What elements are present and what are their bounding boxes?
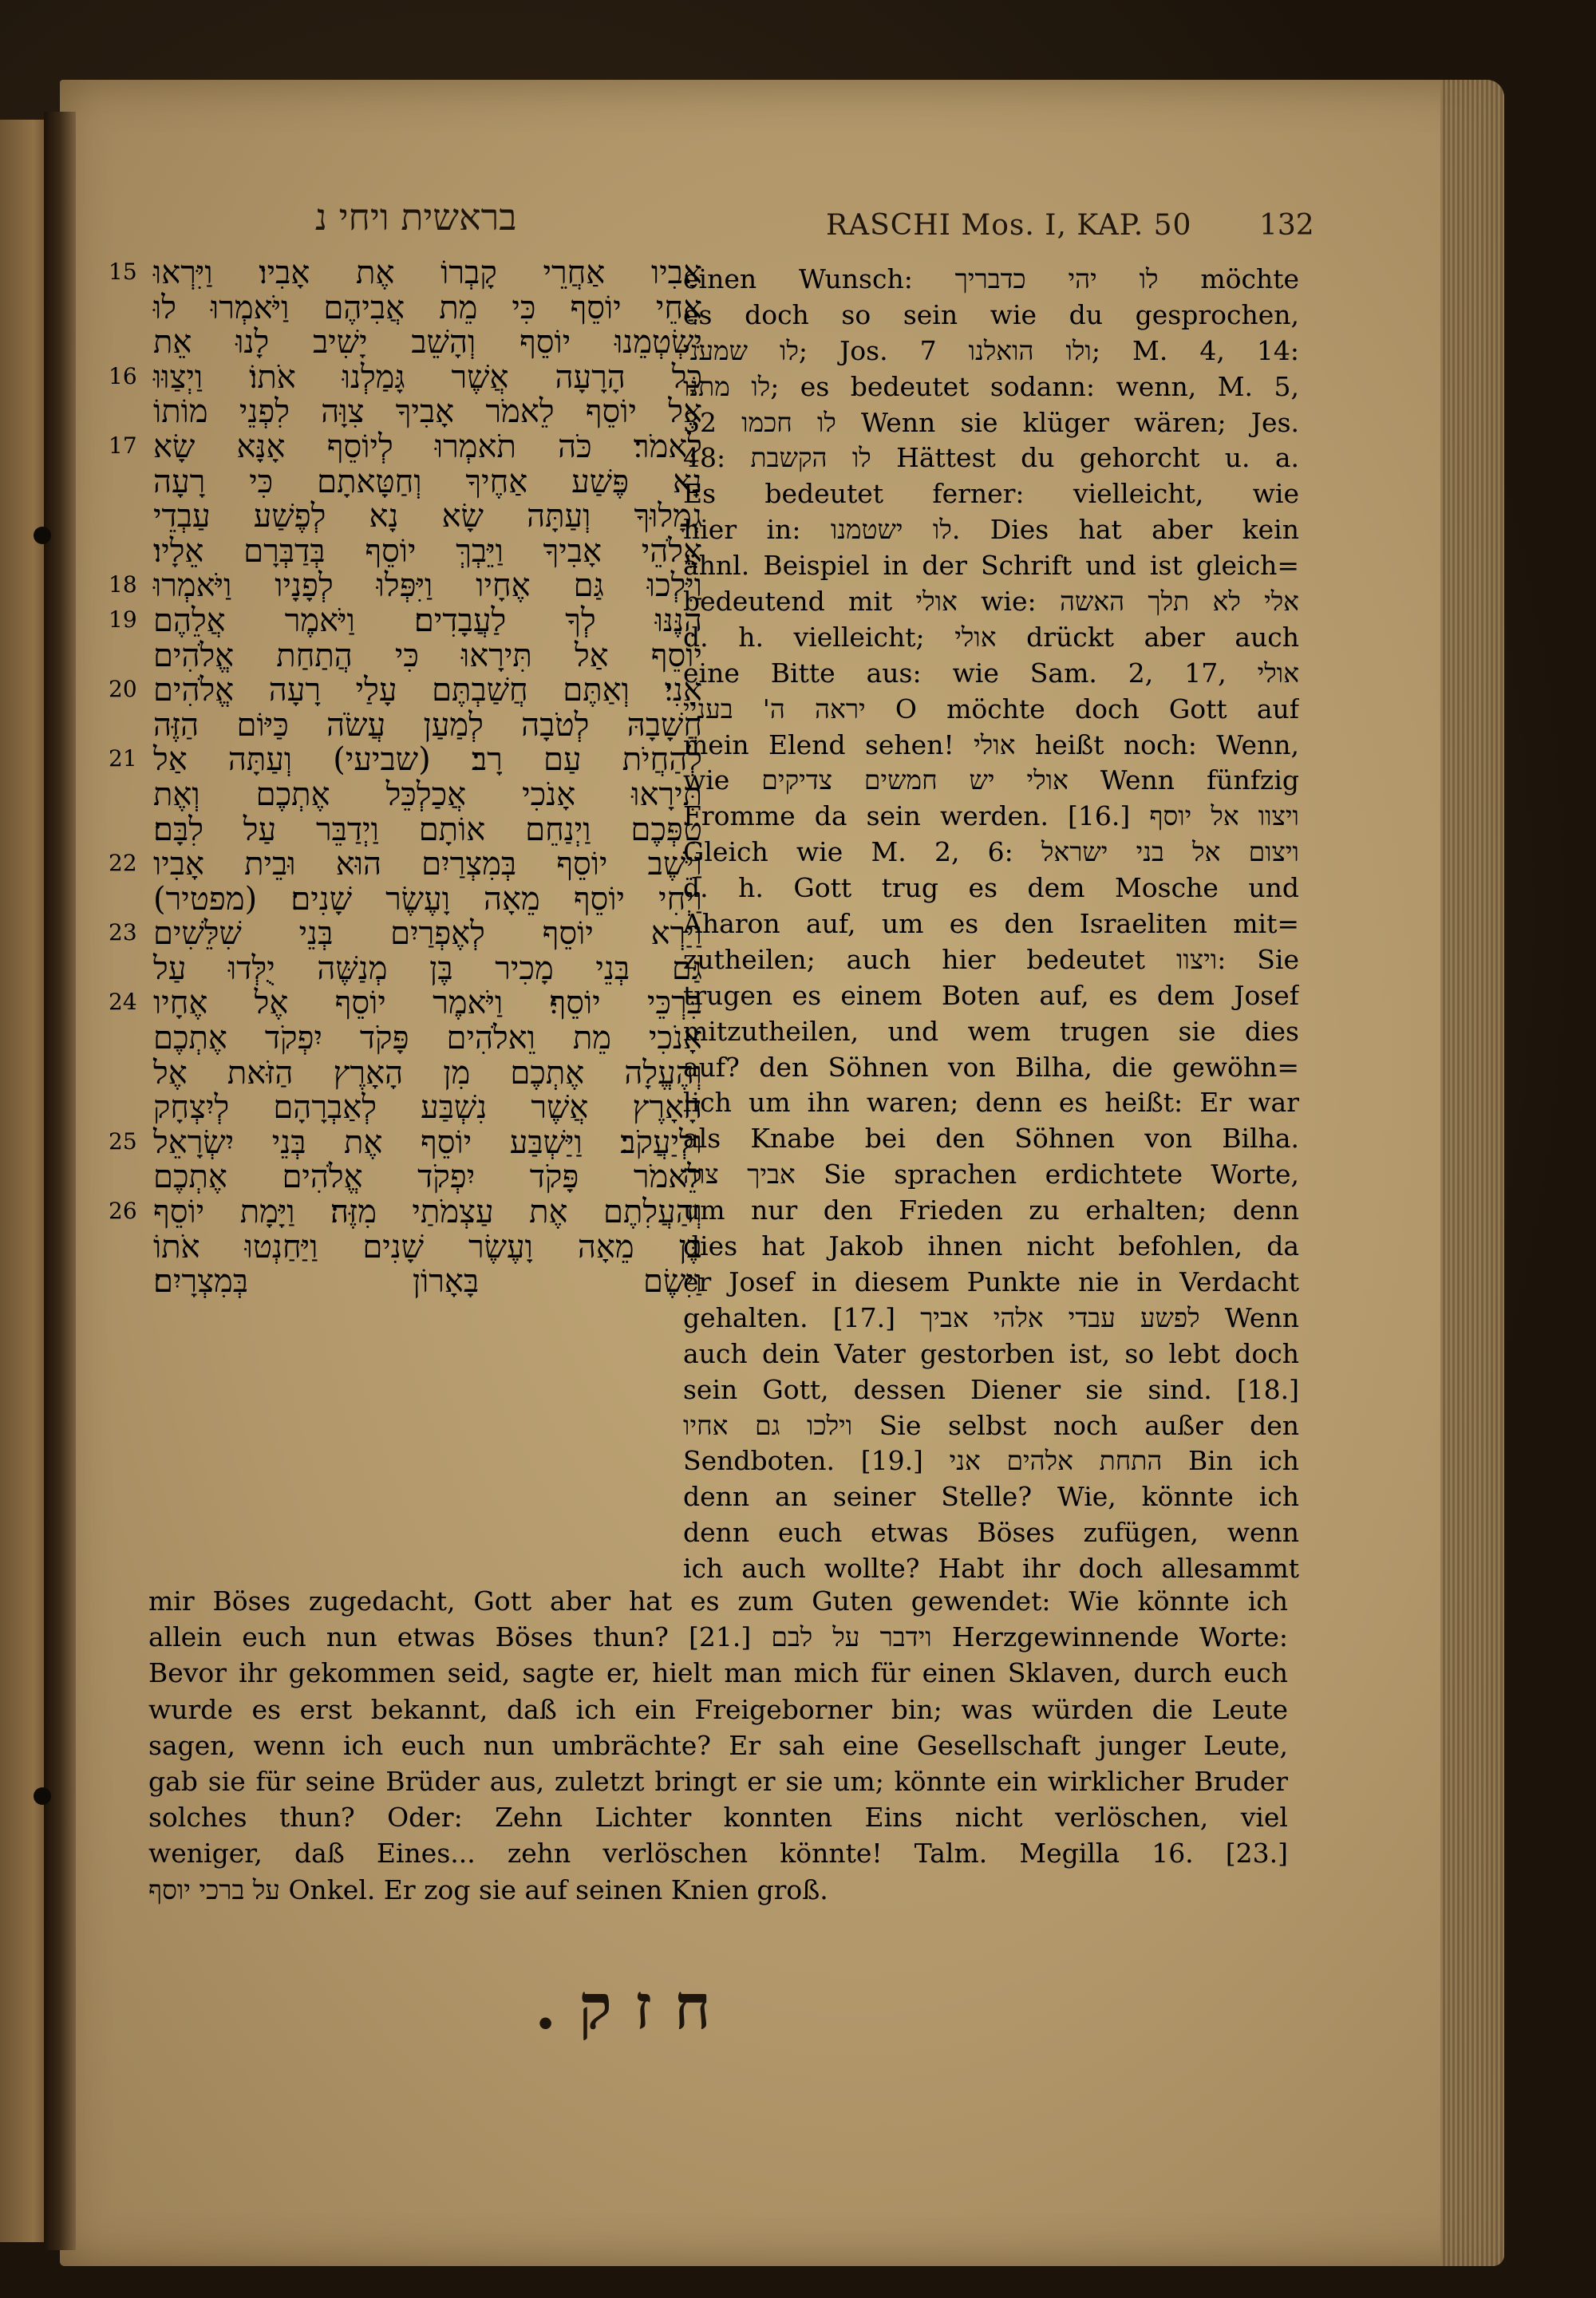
- hebrew-verse-text: בֶּן מֵאָה וָעֶשֶׂר שָׁנִים וַיַּחַנְטוּ אֹתוֹ: [153, 1228, 702, 1265]
- commentary-line: sagen, wenn ich euch nun umbrächte? Er sah eine Gesellschaft junger Leute,: [148, 1729, 1288, 1761]
- commentary-line: Gleich wie M. 2, 6: ויצום אל בני ישראל: [683, 836, 1299, 868]
- binding-clip: [34, 1787, 51, 1805]
- verse-number: 19: [109, 606, 137, 633]
- commentary-line: אביך צוה Sie sprachen erdichtete Worte,: [683, 1159, 1299, 1190]
- verse-number: 25: [109, 1127, 137, 1155]
- commentary-line: weniger, daß Eines... zehn verlöschen könnte! Talm. Megilla 16. [23.]: [148, 1838, 1288, 1870]
- hebrew-line: [109, 740, 702, 779]
- commentary-line: Es bedeutet ferner: vielleicht, wie: [683, 478, 1299, 510]
- commentary-line: wie אולי יש חמשים צדיקים Wenn fünfzig: [683, 764, 1299, 796]
- hebrew-verse-text: וַיִּשֶׂם בָּאָרוֹן בְּמִצְרָיִם׃: [153, 1263, 702, 1301]
- commentary-line: dies hat Jakob ihnen nicht befohlen, da: [683, 1230, 1299, 1262]
- commentary-line: trugen es einem Boten auf, es dem Josef: [683, 979, 1299, 1011]
- hebrew-verse-text: תִּירָאוּ אָנֹכִי אֲכַלְכֵּל אֶתְכֶם וְאֶת: [153, 776, 702, 813]
- hebrew-verse-text: נָא פֶּשַׁע אַחֶיךָ וְחַטָּאתָם כִּי רָעָה: [153, 463, 702, 500]
- hebrew-line: [109, 1193, 702, 1231]
- commentary-line: d. h. vielleicht; אולי drückt aber auch: [683, 621, 1299, 653]
- hebrew-line: [112, 1088, 702, 1127]
- hebrew-verse-text: אָבִיו אַחֲרֵי קָבְרוֹ אֶת אָבִיו׃ וַיִּרְאוּ: [153, 255, 702, 291]
- hebrew-verse-text: יוֹסֵף אַל תִּירָאוּ כִּי הֲתַחַת אֱלֹהִים: [153, 637, 702, 674]
- hebrew-verse-text: אֱלֹהֵי אָבִיךָ וַיֵּבְךְּ יוֹסֵף בְּדַבְּרָם אֵלָיו׃: [153, 532, 702, 570]
- hebrew-line: [112, 497, 702, 535]
- commentary-line: lich um ihn waren; denn es heißt: Er war: [683, 1087, 1299, 1119]
- commentary-line: um nur den Frieden zu erhalten; denn: [683, 1194, 1299, 1226]
- binding-clip: [34, 527, 51, 544]
- commentary-line: einen Wunsch: לו יהי כדבריך möchte: [683, 263, 1299, 294]
- hebrew-verse-text: טַפְּכֶם וַיְנַחֵם אוֹתָם וַיְדַבֵּר עַל לִבָּם׃: [153, 811, 702, 848]
- hebrew-line: [109, 428, 702, 465]
- hebrew-line: [109, 254, 702, 291]
- commentary-line: solches thun? Oder: Zehn Lichter konnten Eins nicht verlöschen, viel: [148, 1802, 1288, 1834]
- hebrew-verse-text: וְהַעֲלִתֶם אֶת עַצְמֹתַי מִזֶּה׃ וַיָּמָת יוֹסֵף: [153, 1194, 702, 1231]
- hebrew-line: [109, 567, 702, 605]
- commentary-line: Fromme da sein werden. [16.] ויצוו אל יוסף: [683, 800, 1299, 832]
- hebrew-verse-text: לְהַחֲיֹת עַם רָב׃ (שביעי) וְעַתָּה אַל: [153, 741, 702, 779]
- hebrew-line: [112, 463, 702, 498]
- hebrew-verse-text: לֵאמֹר פָּקֹד יִפְקֹד אֱלֹהִים אֶתְכֶם: [153, 1159, 702, 1196]
- commentary-column: [683, 262, 1299, 1587]
- commentary-line: allein euch nun etwas Böses thun? [21.] וידבר על לבם Herzgewinnende Worte:: [148, 1621, 1288, 1653]
- commentary-line: יראה ה' בעניי O möchte doch Gott auf: [683, 693, 1299, 725]
- verse-number: 26: [109, 1198, 137, 1225]
- hebrew-line: [112, 811, 702, 846]
- hebrew-line: [112, 323, 702, 361]
- hebrew-verse-text: חֲשָׁבָהּ לְטֹבָה לְמַעַן עֲשֹׂה כַּיּוֹם הַזֶּה: [153, 706, 702, 744]
- commentary-line: gab sie für seine Brüder aus, zuletzt bringt er sie um; könnte ein wirklicher Bruder: [148, 1765, 1288, 1797]
- hebrew-verse-text: גְמָלוּךָ וְעַתָּה שָׂא נָא לְפֶשַׁע עַבְדֵי: [153, 498, 702, 535]
- hebrew-verse-text: גַּם בְּנֵי מָכִיר בֶּן מְנַשֶּׁה יֻלְּדוּ עַל: [153, 950, 702, 987]
- verse-number: 24: [109, 989, 137, 1016]
- commentary-line: denn euch etwas Böses zufügen, wenn: [683, 1517, 1299, 1549]
- running-head-hebrew: בראשית ויחי נ: [315, 195, 517, 239]
- hebrew-line: [112, 1158, 702, 1196]
- hebrew-line: [112, 776, 702, 811]
- verse-number: 17: [109, 432, 137, 459]
- verse-number: 20: [109, 676, 137, 703]
- hebrew-line: [109, 602, 702, 639]
- commentary-line: Bevor ihr gekommen seid, sagte er, hielt man mich für einen Sklaven, durch euch: [148, 1657, 1288, 1689]
- hebrew-verse-text: אָנֹכִי מֵת וֵאלֹהִים פָּקֹד יִפְקֹד אֶתְכֶם: [153, 1020, 702, 1057]
- hebrew-line: [109, 1123, 702, 1161]
- commentary-line: 48: לו הקשבת Hättest du gehorcht u. a.: [683, 442, 1299, 474]
- hebrew-line: [112, 532, 702, 570]
- hebrew-line: [112, 880, 702, 918]
- hebrew-verse-text: וַיֵּלְכוּ גַּם אֶחָיו וַיִּפְּלוּ לְפָנָיו וַיֹּאמְרוּ: [153, 567, 702, 605]
- hebrew-verse-text: וְהֶעֱלָה אֶתְכֶם מִן הָאָרֶץ הַזֹּאת אֶל: [153, 1054, 702, 1092]
- hebrew-verse-text: וַיֵּשֶׁב יוֹסֵף בְּמִצְרַיִם הוּא וּבֵית אָבִיו: [153, 846, 702, 883]
- hebrew-verse-text: בִּרְכֵּי יוֹסֵף׃ וַיֹּאמֶר יוֹסֵף אֶל אֶחָיו: [153, 985, 702, 1022]
- running-head-title: RASCHI Mos. I, KAP. 50: [826, 209, 1192, 242]
- hebrew-verse-text: וַיַּרְא יוֹסֵף לְאֶפְרַיִם בְּנֵי שִׁלֵּשִׁים: [153, 915, 702, 953]
- hebrew-verse-text: כָּל הָרָעָה אֲשֶׁר גָּמַלְנוּ אֹתוֹ׃ וַיְצַוּוּ: [153, 358, 702, 396]
- hebrew-line: [112, 706, 702, 744]
- commentary-line: mitzutheilen, und wem trugen sie dies: [683, 1015, 1299, 1047]
- commentary-line: d. h. Gott trug es dem Mosche und: [683, 872, 1299, 904]
- commentary-line: als Knabe bei den Söhnen von Bilha.: [683, 1123, 1299, 1155]
- hebrew-line: [112, 289, 702, 324]
- hebrew-verse-text: לֵאמֹר׃ כֹּה תֹאמְרוּ לְיוֹסֵף אָנָּא שָׂא: [153, 428, 702, 465]
- verse-number: 21: [109, 745, 137, 772]
- commentary-line: sein Gott, dessen Diener sie sind. [18.]: [683, 1373, 1299, 1405]
- commentary-line: Sendboten. [19.] התחת אלהים אני Bin ich: [683, 1445, 1299, 1477]
- hebrew-verse-text: יִשְׂטְמֵנוּ יוֹסֵף וְהָשֵׁב יָשִׁיב לָנוּ אֵת: [153, 324, 702, 361]
- hebrew-verse-text: אָנִי׃ וְאַתֶּם חֲשַׁבְתֶּם עָלַי רָעָה אֱלֹהִים: [153, 672, 702, 709]
- hebrew-line: [112, 1262, 702, 1301]
- page-number: 132: [1259, 209, 1314, 242]
- commentary-line: er Josef in diesem Punkte nie in Verdacht: [683, 1265, 1299, 1297]
- commentary-line: bedeutend mit אולי wie: אלי לא תלך האשה: [683, 586, 1299, 618]
- hebrew-verse-text: וַיְחִי יוֹסֵף מֵאָה וָעֶשֶׂר שָׁנִים׃ (מפטיר): [153, 880, 702, 918]
- commentary-line: ähnl. Beispiel in der Schrift und ist gleich=: [683, 550, 1299, 582]
- hebrew-verse-text: הָאָרֶץ אֲשֶׁר נִשְׁבַּע לְאַבְרָהָם לְיִצְחָק: [153, 1089, 702, 1127]
- hebrew-verse-text: הִנֶּנּוּ לְךָ לַעֲבָדִים׃ וַיֹּאמֶר אֲלֵהֶם: [153, 602, 702, 639]
- hebrew-verse-text: וּלְיַעֲקֹב׃ וַיַּשְׁבַּע יוֹסֵף אֶת בְּנֵי יִשְׂרָאֵל: [153, 1123, 702, 1161]
- commentary-line: mein Elend sehen! אולי heißt noch: Wenn,: [683, 728, 1299, 760]
- verse-number: 22: [109, 850, 137, 877]
- verse-number: 15: [109, 259, 137, 285]
- hebrew-line: [109, 914, 702, 953]
- commentary-line: hier in: לו ישטמנו. Dies hat aber kein: [683, 514, 1299, 546]
- hebrew-line: [109, 845, 702, 883]
- hebrew-line: [112, 1019, 702, 1057]
- commentary-full-width: [148, 1583, 1288, 1908]
- page-edges: [1440, 80, 1504, 2266]
- commentary-line: לו מתנו; es bedeutet sodann: wenn, M. 5,: [683, 370, 1299, 402]
- commentary-line: Aharon auf, um es den Israeliten mit=: [683, 908, 1299, 940]
- commentary-line: על ברכי יוסף Onkel. Er zog sie auf seinen Knien groß.: [148, 1874, 828, 1905]
- commentary-line: es doch so sein wie du gesprochen,: [683, 298, 1299, 330]
- hebrew-line: [112, 393, 702, 431]
- commentary-line: zutheilen; auch hier bedeutet ויצוו: Sie: [683, 943, 1299, 975]
- hebrew-text-column: [109, 254, 702, 1301]
- hebrew-line: [109, 984, 702, 1022]
- commentary-line: eine Bitte aus: wie Sam. 2, 17, אולי: [683, 657, 1299, 689]
- commentary-line: auf? den Söhnen von Bilha, die gewöhn=: [683, 1051, 1299, 1083]
- hebrew-verse-text: אֲחֵי יוֹסֵף כִּי מֵת אֲבִיהֶם וַיֹּאמְרוּ לוּ: [153, 289, 702, 326]
- commentary-line: wurde es erst bekannt, daß ich ein Freigeborner bin; was würden die Leute: [148, 1693, 1288, 1725]
- verse-number: 23: [109, 919, 137, 946]
- commentary-line: 32 לו חכמו Wenn sie klüger wären; Jes.: [683, 406, 1299, 438]
- hebrew-line: [109, 671, 702, 709]
- commentary-line: וילכו גם אחיו Sie selbst noch außer den: [683, 1409, 1299, 1441]
- commentary-line: לו שמעני; Jos. 7 ולו הואלנו; M. 4, 14:: [683, 334, 1299, 366]
- commentary-line: ich auch wollte? Habt ihr doch allesammt: [683, 1553, 1299, 1585]
- commentary-line: denn an seiner Stelle? Wie, könnte ich: [683, 1481, 1299, 1513]
- commentary-line: mir Böses zugedacht, Gott aber hat es zum Guten gewendet: Wie könnte ich: [148, 1585, 1288, 1617]
- hebrew-line: [112, 637, 702, 672]
- commentary-line: gehalten. [17.] לפשע עבדי אלהי אביך Wenn: [683, 1301, 1299, 1333]
- commentary-line: auch dein Vater gestorben ist, so lebt doch: [683, 1337, 1299, 1369]
- hebrew-line: [112, 1054, 702, 1092]
- verse-number: 16: [109, 362, 137, 389]
- hebrew-line: [112, 1228, 702, 1263]
- hebrew-line: [112, 950, 702, 985]
- closing-word: חזק.: [535, 1971, 733, 2043]
- hebrew-verse-text: אֶל יוֹסֵף לֵאמֹר אָבִיךָ צִוָּה לִפְנֵי מוֹתוֹ: [153, 393, 702, 431]
- book-spine: [44, 112, 76, 2250]
- verse-number: 18: [109, 571, 137, 598]
- hebrew-line: [109, 358, 702, 396]
